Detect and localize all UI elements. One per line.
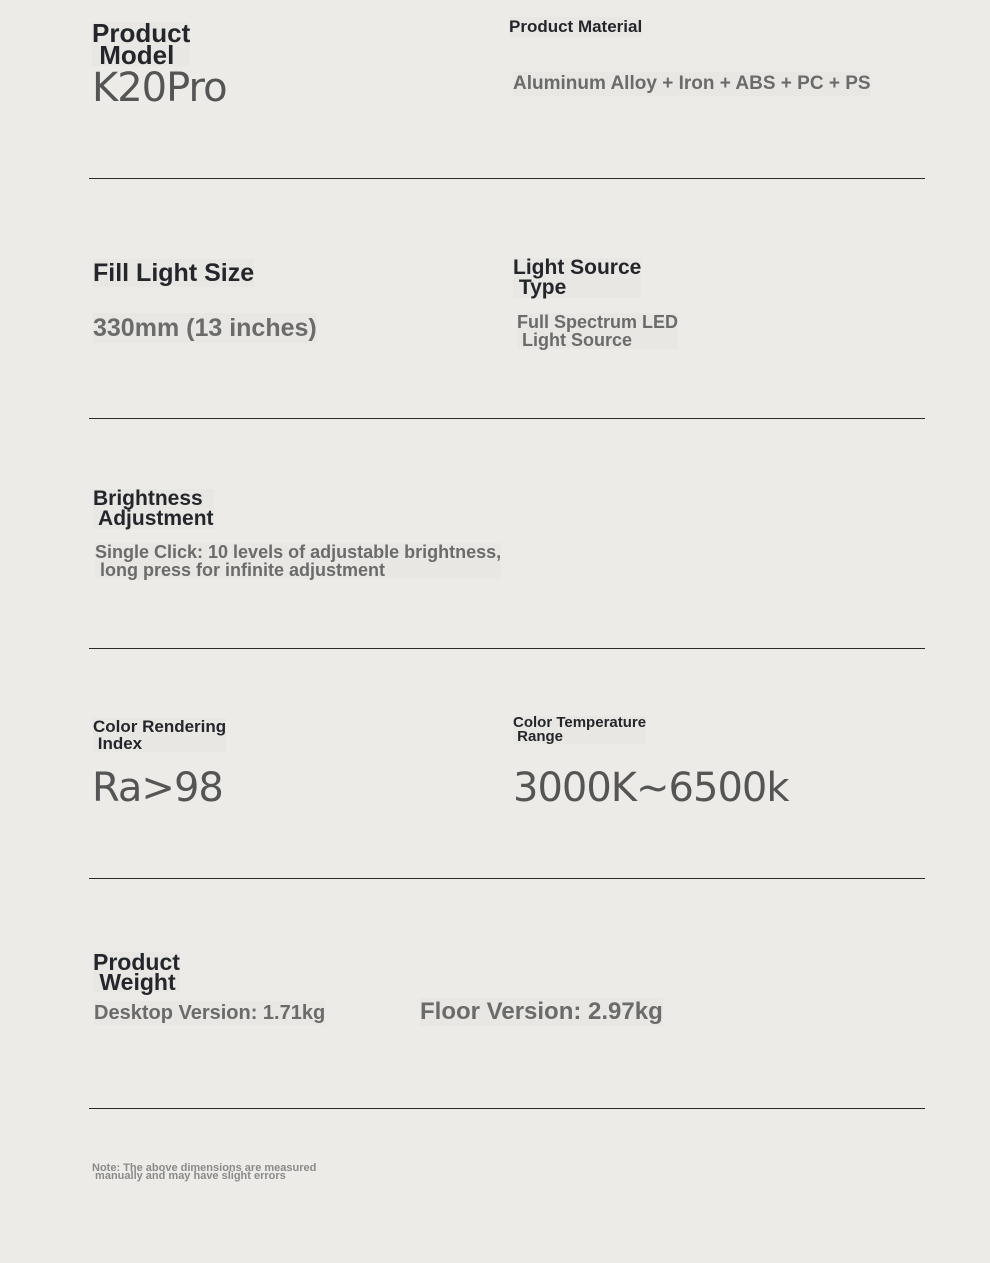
desktop-weight-value: Desktop Version: 1.71kg: [94, 1002, 326, 1024]
product-model-label: Product Model: [92, 18, 191, 70]
product-weight-label: Product Weight: [93, 949, 180, 995]
brightness-adjustment-label: Brightness Adjustment: [93, 487, 214, 530]
light-source-type-value: Full Spectrum LED Light Source: [517, 312, 679, 350]
product-material-value: Aluminum Alloy + Iron + ABS + PC + PS: [513, 73, 871, 94]
floor-weight-value: Floor Version: 2.97kg: [420, 998, 663, 1025]
color-temperature-range-label: Color Temperature Range: [513, 714, 647, 745]
brightness-adjustment-value: Single Click: 10 levels of adjustable brightness, long press for infinite adjustment: [95, 542, 502, 580]
divider: [89, 418, 925, 419]
product-model-value: K20Pro: [92, 65, 227, 111]
fill-light-size-label: Fill Light Size: [93, 259, 255, 287]
color-rendering-index-value: Ra>98: [92, 765, 223, 811]
product-material-label: Product Material: [509, 17, 643, 36]
light-source-type-label: Light Source Type: [513, 256, 642, 299]
color-rendering-index-label: Color Rendering Index: [93, 717, 227, 753]
divider: [89, 878, 925, 879]
fill-light-size-value: 330mm (13 inches): [93, 314, 317, 342]
divider: [89, 1108, 925, 1109]
divider: [89, 178, 925, 179]
divider: [89, 648, 925, 649]
color-temperature-range-value: 3000K~6500k: [513, 765, 789, 811]
measurement-note: Note: The above dimensions are measured manually and may have slight errors: [92, 1162, 317, 1182]
